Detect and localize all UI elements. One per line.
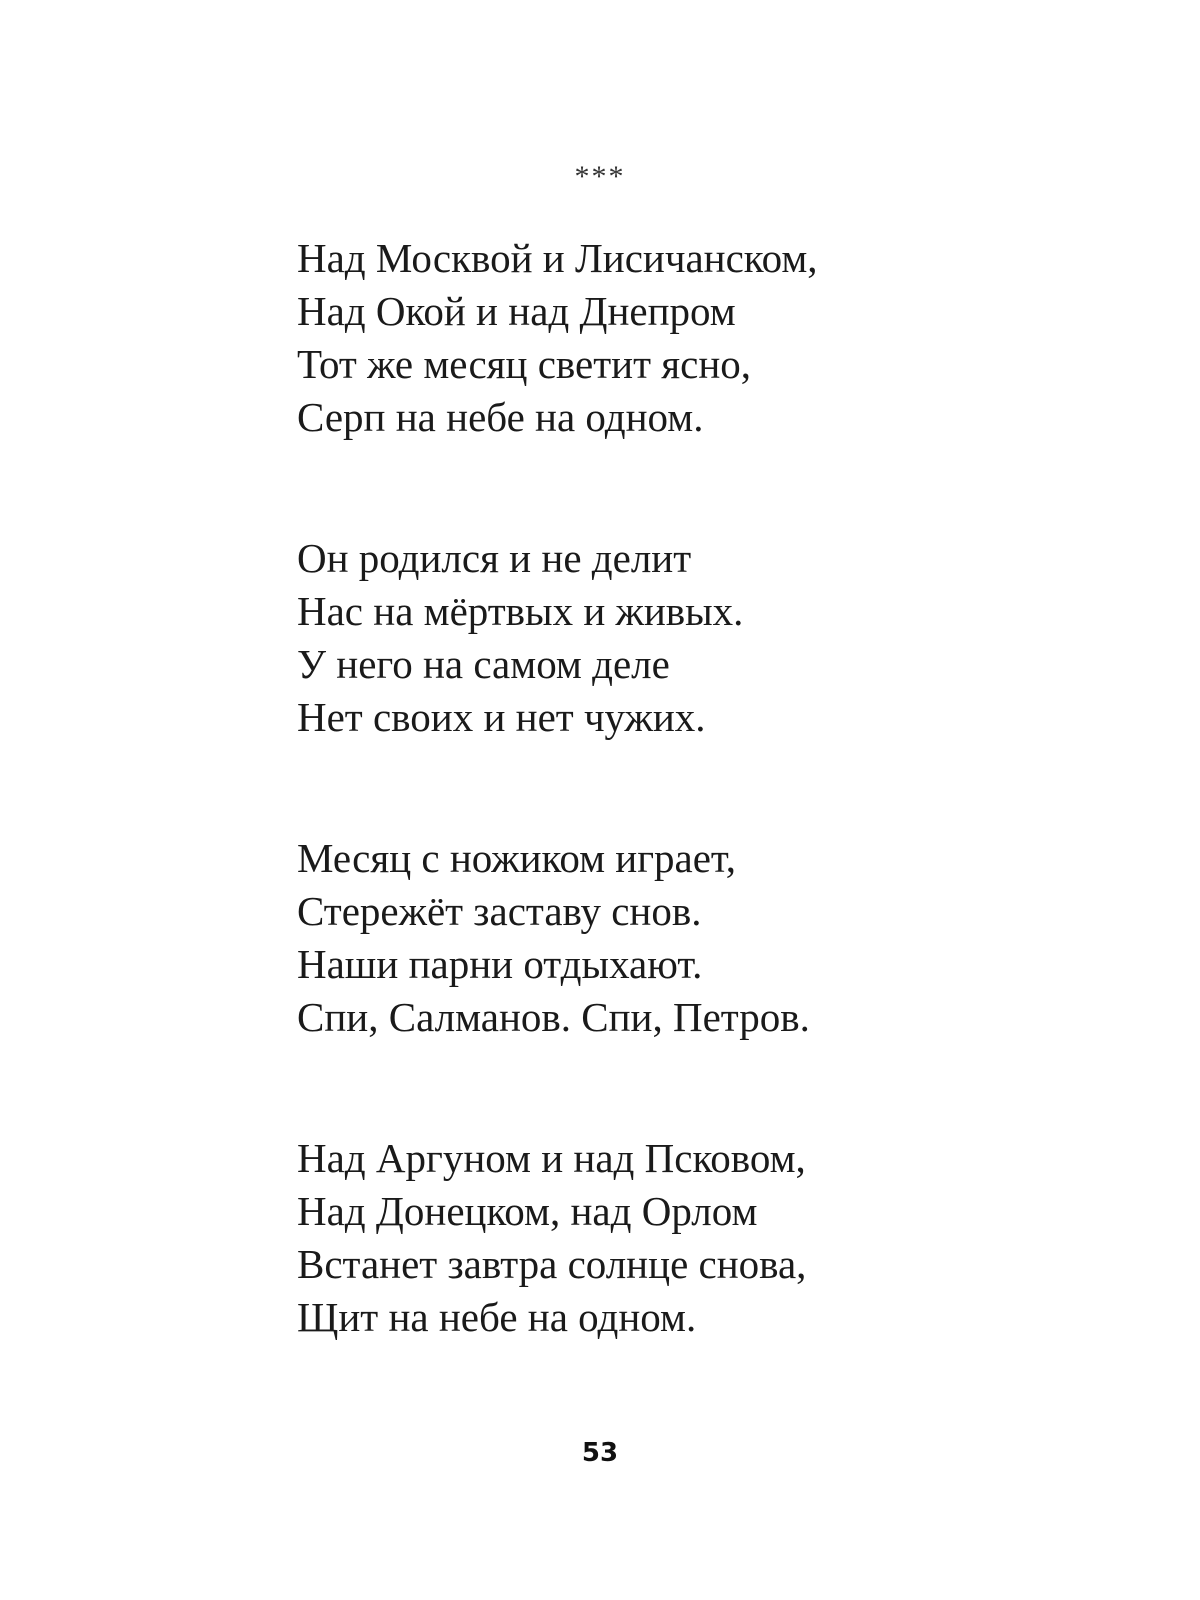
poem-line: Месяц с ножиком играет, (297, 835, 737, 881)
stanza-4 (297, 1132, 1097, 1344)
poem-line: Над Москвой и Лисичанском, (297, 235, 818, 281)
poem-line: Спи, Салманов. Спи, Петров. (297, 994, 810, 1040)
poem-line: Тот же месяц светит ясно, (297, 341, 752, 387)
poem-line: Над Аргуном и над Псковом, (297, 1135, 806, 1181)
stanza-1 (297, 232, 1097, 444)
poem-line: Встанет завтра солнце снова, (297, 1241, 807, 1287)
poem-line: Над Окой и над Днепром (297, 288, 736, 334)
poem-line: Он родился и не делит (297, 535, 692, 581)
poem (297, 232, 1097, 1432)
poem-line: Над Донецком, над Орлом (297, 1188, 758, 1234)
section-separator: *** (574, 160, 626, 193)
poem-line: Нас на мёртвых и живых. (297, 588, 744, 634)
stanza-2 (297, 532, 1097, 744)
page-number: 53 (581, 1438, 619, 1468)
poem-line: Стережёт заставу снов. (297, 888, 702, 934)
poem-line: Серп на небе на одном. (297, 394, 704, 440)
poem-line: Щит на небе на одном. (297, 1294, 697, 1340)
poem-line: Наши парни отдыхают. (297, 941, 703, 987)
poem-line: Нет своих и нет чужих. (297, 694, 706, 740)
poem-line: У него на самом деле (297, 641, 670, 687)
stanza-3 (297, 832, 1097, 1044)
